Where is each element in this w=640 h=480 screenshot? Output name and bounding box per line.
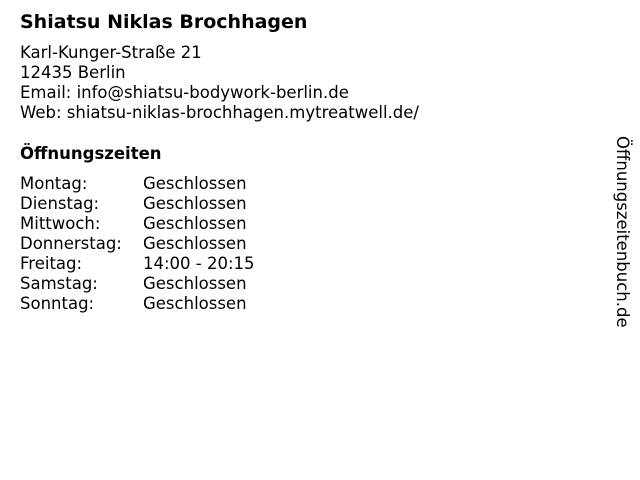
hours-row-sunday	[20, 294, 255, 314]
address-block	[20, 43, 419, 123]
website-line: Web: shiatsu-niklas-brochhagen.mytreatwell.de/	[20, 103, 419, 122]
time-value: Geschlossen	[143, 214, 247, 233]
time-value: Geschlossen	[143, 194, 247, 213]
time-value: 14:00 - 20:15	[143, 254, 255, 273]
business-name: Shiatsu Niklas Brochhagen	[20, 11, 308, 33]
day-label: Mittwoch:	[20, 214, 101, 233]
site-watermark: Öffnungszeitenbuch.de	[613, 136, 632, 328]
day-label: Donnerstag:	[20, 234, 122, 253]
hours-row-friday	[20, 254, 255, 274]
day-label: Sonntag:	[20, 294, 95, 313]
hours-row-wednesday	[20, 214, 255, 234]
opening-hours-table	[20, 174, 255, 314]
day-label: Dienstag:	[20, 194, 100, 213]
time-value: Geschlossen	[143, 274, 247, 293]
hours-row-tuesday	[20, 194, 255, 214]
time-value: Geschlossen	[143, 234, 247, 253]
day-label: Samstag:	[20, 274, 98, 293]
hours-row-thursday	[20, 234, 255, 254]
email-line: Email: info@shiatsu-bodywork-berlin.de	[20, 83, 349, 102]
hours-row-saturday	[20, 274, 255, 294]
postal-city: 12435 Berlin	[20, 63, 126, 82]
day-label: Freitag:	[20, 254, 83, 273]
time-value: Geschlossen	[143, 294, 247, 313]
opening-hours-heading: Öffnungszeiten	[20, 144, 162, 163]
day-label: Montag:	[20, 174, 88, 193]
time-value: Geschlossen	[143, 174, 247, 193]
hours-row-monday	[20, 174, 255, 194]
street-address: Karl-Kunger-Straße 21	[20, 43, 202, 62]
